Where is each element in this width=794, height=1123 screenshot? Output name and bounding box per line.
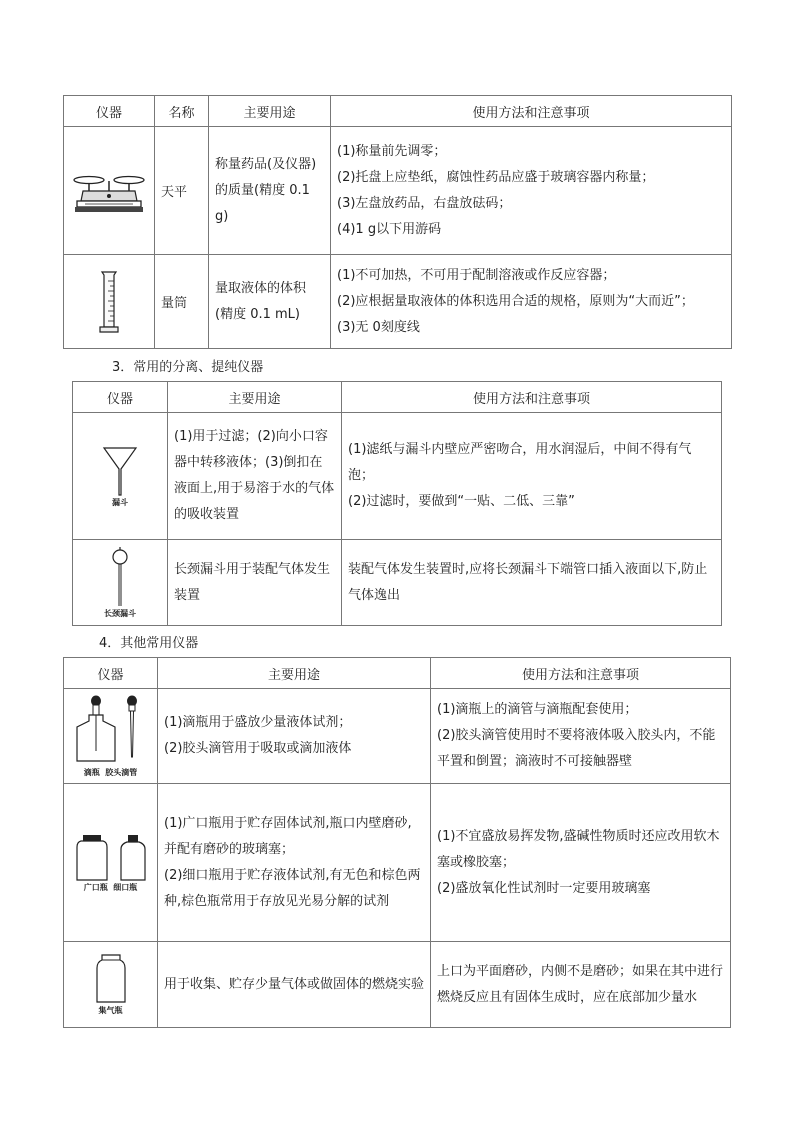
dropper-caption: 胶头滴管	[105, 767, 138, 777]
balance-notes	[331, 127, 732, 255]
table-header-row	[64, 96, 732, 127]
balance-image-cell	[64, 127, 155, 255]
header-usage-notes: 使用方法和注意事项	[342, 382, 722, 413]
table-row	[64, 689, 731, 784]
dropper-image-cell	[64, 689, 158, 784]
long-funnel-use: 长颈漏斗用于装配气体发生装置	[168, 540, 342, 626]
header-main-use: 主要用途	[209, 96, 331, 127]
reagent-bottles-icon	[71, 832, 151, 882]
long-funnel-caption: 长颈漏斗	[104, 609, 136, 618]
table-header-row	[73, 382, 722, 413]
note-line: 上口为平面磨砂，内侧不是磨砂；如果在其中进行燃烧反应且有固体生成时，应在底部加少量水	[437, 963, 724, 1005]
dropper-captions	[70, 767, 151, 778]
balance-name: 天平	[155, 127, 209, 255]
table-row	[64, 942, 731, 1028]
header-main-use: 主要用途	[168, 382, 342, 413]
note-line: (1)滤纸与漏斗内壁应严密吻合，用水润湿后，中间不得有气泡；	[348, 442, 692, 483]
note-line: (1)不可加热，不可用于配制溶液或作反应容器；	[337, 267, 616, 283]
gas-jar-notes	[431, 942, 731, 1028]
wide-mouth-bottle-caption: 广口瓶	[83, 883, 108, 892]
narrow-mouth-bottle-caption: 细口瓶	[113, 883, 138, 892]
reagent-bottle-notes	[431, 784, 731, 942]
note-line: (1)滴瓶上的滴管与滴瓶配套使用；	[437, 702, 638, 717]
funnel-icon	[100, 445, 140, 497]
header-name: 名称	[155, 96, 209, 127]
note-line: (1)称量前先调零；	[337, 143, 447, 159]
dropper-use: (1)滴瓶用于盛放少量液体试剂； (2)胶头滴管用于吸取或滴加液体	[158, 689, 431, 784]
table-row	[64, 255, 732, 349]
funnel-use: (1)用于过滤；(2)向小口容器中转移液体；(3)倒扣在液面上,用于易溶于水的气体的吸收装置	[168, 413, 342, 540]
balance-use: 称量药品(及仪器)的质量(精度 0.1 g)	[209, 127, 331, 255]
header-usage-notes: 使用方法和注意事项	[331, 96, 732, 127]
cylinder-use: 量取液体的体积(精度 0.1 mL)	[209, 255, 331, 349]
note-line: (2)托盘上应垫纸，腐蚀性药品应盛于玻璃容器内称量；	[337, 169, 655, 185]
note-line: (3)左盘放药品，右盘放砝码；	[337, 195, 512, 211]
section-heading-others: 4．其他常用仪器	[99, 636, 199, 651]
reagent-bottle-captions	[70, 882, 151, 893]
gas-collecting-bottle-icon	[94, 953, 128, 1005]
funnel-image-cell	[73, 413, 168, 540]
note-line: (4)1 g以下用游码	[337, 221, 442, 237]
instrument-table-3	[63, 657, 731, 1028]
gas-jar-image-cell	[64, 942, 158, 1028]
dropping-bottle-caption: 滴瓶	[83, 767, 100, 777]
header-usage-notes: 使用方法和注意事项	[431, 658, 731, 689]
reagent-bottle-image-cell	[64, 784, 158, 942]
table-header-row	[64, 658, 731, 689]
note-line: (3)无 0刻度线	[337, 319, 420, 335]
dropper-notes	[431, 689, 731, 784]
cylinder-name: 量筒	[155, 255, 209, 349]
table-row	[73, 413, 722, 540]
note-line: (2)过滤时，要做到“一贴、二低、三靠”	[348, 494, 575, 509]
header-instrument: 仪器	[64, 96, 155, 127]
cylinder-notes	[331, 255, 732, 349]
cylinder-image-cell	[64, 255, 155, 349]
section-heading-separation: 3．常用的分离、提纯仪器	[112, 360, 264, 375]
header-instrument: 仪器	[64, 658, 158, 689]
funnel-caption: 漏斗	[112, 497, 128, 507]
dropping-bottle-and-dropper-icon	[71, 695, 151, 767]
note-line: (2)盛放氧化性试剂时一定要用玻璃塞	[437, 880, 651, 896]
note-line: (2)胶头滴管使用时不要将液体吸入胶头内，不能平置和倒置；滴液时不可接触器壁	[437, 728, 716, 769]
note-line: (2)应根据量取液体的体积选用合适的规格，原则为“大而近”；	[337, 293, 694, 309]
instrument-table-2	[72, 381, 722, 626]
funnel-notes	[342, 413, 722, 540]
graduated-cylinder-icon	[98, 269, 120, 335]
note-line: (1)不宜盛放易挥发物,盛碱性物质时还应改用软木塞或橡胶塞；	[437, 828, 720, 870]
table-row	[64, 127, 732, 255]
header-instrument: 仪器	[73, 382, 168, 413]
gas-jar-caption: 集气瓶	[98, 1006, 123, 1015]
header-main-use: 主要用途	[158, 658, 431, 689]
reagent-bottle-use: (1)广口瓶用于贮存固体试剂,瓶口内壁磨砂,并配有磨砂的玻璃塞； (2)细口瓶用于贮存液体试剂,有无色和棕色两种,棕色瓶常用于存放见光易分解的试剂	[158, 784, 431, 942]
long-neck-funnel-icon	[108, 546, 132, 608]
gas-jar-use: 用于收集、贮存少量气体或做固体的燃烧实验	[158, 942, 431, 1028]
table-row	[73, 540, 722, 626]
instrument-table-1	[63, 95, 732, 349]
long-funnel-image-cell	[73, 540, 168, 626]
balance-icon	[71, 167, 147, 215]
long-funnel-notes: 装配气体发生装置时,应将长颈漏斗下端管口插入液面以下,防止气体逸出	[342, 540, 722, 626]
table-row	[64, 784, 731, 942]
